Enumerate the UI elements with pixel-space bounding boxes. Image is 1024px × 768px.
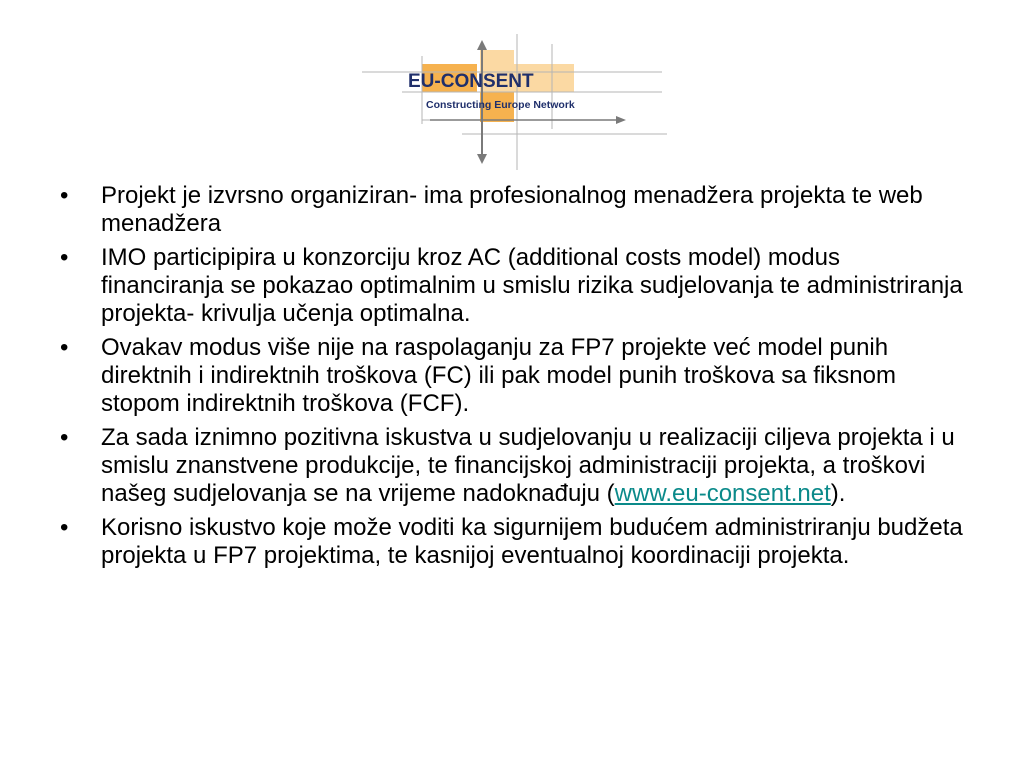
logo-arrow-right-icon xyxy=(616,116,626,124)
list-item xyxy=(60,334,965,418)
eu-consent-logo-graphic xyxy=(362,34,672,170)
logo-subtitle: Constructing Europe Network xyxy=(426,99,575,111)
list-item xyxy=(60,424,965,508)
logo-arrow-down-icon xyxy=(477,154,487,164)
bullet-icon: • xyxy=(60,334,69,361)
bullet-icon: • xyxy=(60,244,69,271)
eu-consent-link[interactable]: www.eu-consent.net xyxy=(614,480,831,507)
bullet-icon: • xyxy=(60,182,69,209)
bullet-text-before-link: Za sada iznimno pozitivna iskustva u sudjelovanju u realizaciji ciljeva projekta i u smislu znanstvene produkcije, te financijskoj administraciji projekta, a troškovi našeg sudjelovanja se na vrijeme nadoknađuju ( xyxy=(101,424,955,507)
eu-consent-logo xyxy=(362,34,672,170)
bullet-icon: • xyxy=(60,514,69,541)
bullet-text: Projekt je izvrsno organiziran- ima profesionalnog menadžera projekta te web menadžera xyxy=(101,182,923,237)
bullet-text xyxy=(101,424,955,507)
logo-title: EU-CONSENT xyxy=(408,71,534,92)
logo-arrow-up-icon xyxy=(477,40,487,50)
list-item xyxy=(60,514,965,570)
bullet-text: Ovakav modus više nije na raspolaganju za FP7 projekte već model punih direktnih i indirektnih troškova (FC) ili pak model punih troškova sa fiksnom stopom indirektnih troškova (FCF). xyxy=(101,334,896,417)
bullet-icon: • xyxy=(60,424,69,451)
list-item xyxy=(60,244,965,328)
bullet-text-after-link: ). xyxy=(830,480,846,507)
list-item xyxy=(60,182,965,238)
bullet-text: Korisno iskustvo koje može voditi ka sigurnijem budućem administriranju budžeta projekta u FP7 projektima, te kasnijoj eventualnoj koordinaciji projekta. xyxy=(101,514,963,569)
bullet-list xyxy=(60,182,965,576)
bullet-text: IMO participipira u konzorciju kroz AC (additional costs model) modus financiranja se pokazao optimalnim u smislu rizika sudjelovanja te administriranja projekta- krivulja učenja optimalna. xyxy=(101,244,963,327)
